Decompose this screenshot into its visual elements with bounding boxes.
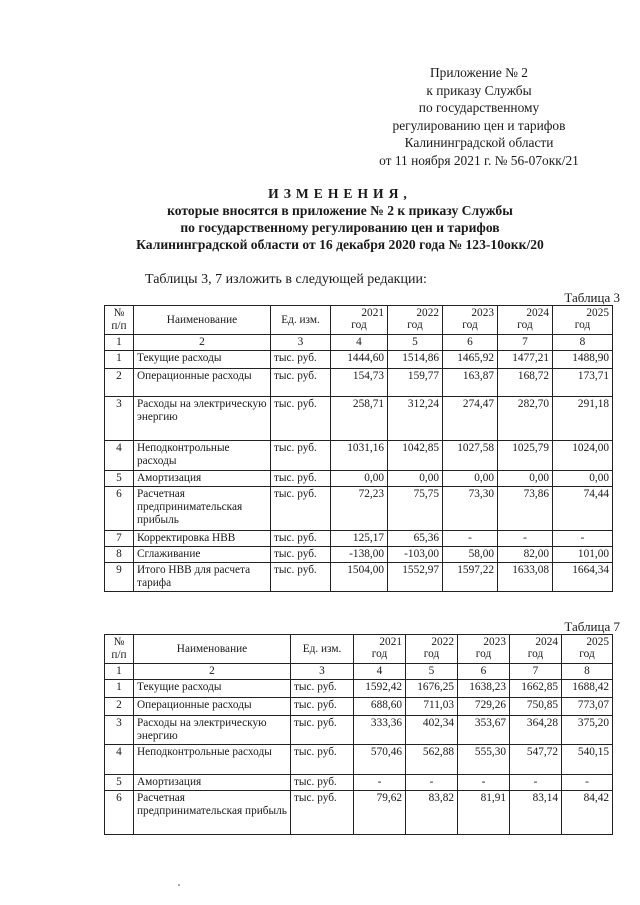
row-unit: тыс. руб. bbox=[271, 471, 331, 487]
row-value: 1552,97 bbox=[388, 563, 443, 592]
index-cell: 6 bbox=[443, 335, 498, 351]
row-value: 1676,25 bbox=[406, 680, 458, 698]
row-value: 73,86 bbox=[498, 487, 553, 531]
year-value: 2023 bbox=[471, 307, 494, 319]
row-value: 159,77 bbox=[388, 369, 443, 397]
row-unit: тыс. руб. bbox=[291, 716, 354, 745]
row-number: 3 bbox=[105, 397, 134, 441]
year-value: 2022 bbox=[431, 636, 454, 648]
table-row bbox=[105, 369, 613, 397]
row-value: 81,91 bbox=[458, 791, 510, 835]
row-value: 0,00 bbox=[498, 471, 553, 487]
row-value: - bbox=[562, 775, 613, 791]
row-value: 375,20 bbox=[562, 716, 613, 745]
row-value: - bbox=[553, 531, 613, 547]
row-value: 65,36 bbox=[388, 531, 443, 547]
row-unit: тыс. руб. bbox=[271, 369, 331, 397]
table7-caption: Таблица 7 bbox=[564, 619, 620, 634]
row-number: 2 bbox=[105, 369, 134, 397]
row-value: 312,24 bbox=[388, 397, 443, 441]
col-year-header bbox=[388, 306, 443, 335]
row-number: 7 bbox=[105, 531, 134, 547]
year-word: год bbox=[475, 648, 492, 660]
table-row bbox=[105, 471, 613, 487]
index-cell: 8 bbox=[553, 335, 613, 351]
row-number: 6 bbox=[105, 487, 134, 531]
row-unit: тыс. руб. bbox=[271, 487, 331, 531]
appendix-line: регулированию цен и тарифов bbox=[392, 117, 566, 133]
year-value: 2024 bbox=[535, 636, 558, 648]
row-unit: тыс. руб. bbox=[271, 563, 331, 592]
table-row bbox=[105, 680, 613, 698]
index-cell: 7 bbox=[498, 335, 553, 351]
row-value: - bbox=[498, 531, 553, 547]
row-number: 4 bbox=[105, 441, 134, 471]
row-value: 101,00 bbox=[553, 547, 613, 563]
col-unit-header: Ед. изм. bbox=[271, 306, 331, 335]
row-value: - bbox=[443, 531, 498, 547]
row-number: 9 bbox=[105, 563, 134, 592]
col-num-header: № п/п bbox=[105, 635, 134, 664]
row-value: 1592,42 bbox=[354, 680, 406, 698]
appendix-line: Калининградской области bbox=[404, 135, 554, 151]
table-row bbox=[105, 441, 613, 471]
col-year-header bbox=[553, 306, 613, 335]
row-number: 5 bbox=[105, 471, 134, 487]
row-unit: тыс. руб. bbox=[271, 547, 331, 563]
table-header-row bbox=[105, 306, 613, 335]
col-num-header: № п/п bbox=[105, 306, 134, 335]
col-year-header bbox=[354, 635, 406, 664]
row-unit: тыс. руб. bbox=[291, 745, 354, 775]
row-value: 540,15 bbox=[562, 745, 613, 775]
index-cell: 1 bbox=[105, 335, 134, 351]
index-cell: 7 bbox=[510, 664, 562, 680]
year-word: год bbox=[351, 319, 367, 331]
row-value: 1488,90 bbox=[553, 351, 613, 369]
row-unit: тыс. руб. bbox=[291, 698, 354, 716]
row-value: 1504,00 bbox=[331, 563, 388, 592]
row-value: 75,75 bbox=[388, 487, 443, 531]
table-index-row bbox=[105, 664, 613, 680]
col-name-header: Наименование bbox=[134, 306, 271, 335]
row-value: 73,30 bbox=[443, 487, 498, 531]
index-cell: 5 bbox=[388, 335, 443, 351]
row-value: 1025,79 bbox=[498, 441, 553, 471]
row-value: 58,00 bbox=[443, 547, 498, 563]
appendix-block bbox=[354, 64, 604, 170]
col-year-header bbox=[562, 635, 613, 664]
row-value: 333,36 bbox=[354, 716, 406, 745]
intro-text: Таблицы 3, 7 изложить в следующей редакции: bbox=[145, 272, 427, 287]
row-name: Текущие расходы bbox=[134, 351, 271, 369]
row-value: - bbox=[406, 775, 458, 791]
row-name: Неподконтрольные расходы bbox=[134, 441, 271, 471]
row-value: 1664,34 bbox=[553, 563, 613, 592]
row-number: 3 bbox=[105, 716, 134, 745]
year-value: 2021 bbox=[379, 636, 402, 648]
row-value: 1031,16 bbox=[331, 441, 388, 471]
row-value: 1024,00 bbox=[553, 441, 613, 471]
row-value: 729,26 bbox=[458, 698, 510, 716]
index-cell: 4 bbox=[331, 335, 388, 351]
table-row bbox=[105, 531, 613, 547]
row-value: 1444,60 bbox=[331, 351, 388, 369]
row-value: 1514,86 bbox=[388, 351, 443, 369]
index-cell: 6 bbox=[458, 664, 510, 680]
row-value: 173,71 bbox=[553, 369, 613, 397]
table-header-row bbox=[105, 635, 613, 664]
table-row bbox=[105, 698, 613, 716]
table-row bbox=[105, 547, 613, 563]
row-value: 1662,85 bbox=[510, 680, 562, 698]
row-value: - bbox=[510, 775, 562, 791]
year-word: год bbox=[517, 319, 533, 331]
row-value: -103,00 bbox=[388, 547, 443, 563]
table-row bbox=[105, 487, 613, 531]
row-unit: тыс. руб. bbox=[271, 441, 331, 471]
row-value: 274,47 bbox=[443, 397, 498, 441]
row-name: Текущие расходы bbox=[134, 680, 291, 698]
index-cell: 3 bbox=[271, 335, 331, 351]
col-year-header bbox=[406, 635, 458, 664]
col-year-header bbox=[443, 306, 498, 335]
row-value: 1465,92 bbox=[443, 351, 498, 369]
row-value: 402,34 bbox=[406, 716, 458, 745]
index-cell: 1 bbox=[105, 664, 134, 680]
row-value: 258,71 bbox=[331, 397, 388, 441]
index-cell: 4 bbox=[354, 664, 406, 680]
row-unit: тыс. руб. bbox=[291, 791, 354, 835]
table-index-row bbox=[105, 335, 613, 351]
col-year-header bbox=[498, 306, 553, 335]
row-name: Операционные расходы bbox=[134, 698, 291, 716]
year-word: год bbox=[407, 319, 423, 331]
row-name: Расходы на электрическую энергию bbox=[134, 397, 271, 441]
row-value: 168,72 bbox=[498, 369, 553, 397]
row-value: 570,46 bbox=[354, 745, 406, 775]
table-row bbox=[105, 563, 613, 592]
row-value: 74,44 bbox=[553, 487, 613, 531]
year-word: год bbox=[462, 319, 478, 331]
row-name: Амортизация bbox=[134, 471, 271, 487]
heading-line: которые вносятся в приложение № 2 к приказу Службы bbox=[167, 203, 513, 218]
row-value: 83,82 bbox=[406, 791, 458, 835]
row-name: Сглаживание bbox=[134, 547, 271, 563]
year-value: 2022 bbox=[416, 307, 439, 319]
table-row bbox=[105, 397, 613, 441]
row-value: 1597,22 bbox=[443, 563, 498, 592]
row-value: 773,07 bbox=[562, 698, 613, 716]
col-year-header bbox=[331, 306, 388, 335]
table3-caption: Таблица 3 bbox=[564, 290, 620, 305]
row-value: 282,70 bbox=[498, 397, 553, 441]
row-value: 79,62 bbox=[354, 791, 406, 835]
row-number: 1 bbox=[105, 351, 134, 369]
row-value: 1042,85 bbox=[388, 441, 443, 471]
row-value: -138,00 bbox=[331, 547, 388, 563]
heading-line: по государственному регулированию цен и тарифов bbox=[180, 220, 500, 235]
index-cell: 8 bbox=[562, 664, 613, 680]
row-value: 83,14 bbox=[510, 791, 562, 835]
row-unit: тыс. руб. bbox=[291, 775, 354, 791]
table-row bbox=[105, 351, 613, 369]
row-value: 154,73 bbox=[331, 369, 388, 397]
col-year-header bbox=[510, 635, 562, 664]
year-value: 2023 bbox=[483, 636, 506, 648]
row-unit: тыс. руб. bbox=[271, 531, 331, 547]
row-name: Амортизация bbox=[134, 775, 291, 791]
row-number: 4 bbox=[105, 745, 134, 775]
row-value: - bbox=[458, 775, 510, 791]
row-name: Расходы на электрическую энергию bbox=[134, 716, 291, 745]
row-value: 0,00 bbox=[443, 471, 498, 487]
table-row bbox=[105, 791, 613, 835]
index-cell: 2 bbox=[134, 664, 291, 680]
row-value: 1688,42 bbox=[562, 680, 613, 698]
row-value: 555,30 bbox=[458, 745, 510, 775]
row-value: - bbox=[354, 775, 406, 791]
row-number: 1 bbox=[105, 680, 134, 698]
row-value: 711,03 bbox=[406, 698, 458, 716]
row-value: 125,17 bbox=[331, 531, 388, 547]
row-value: 1633,08 bbox=[498, 563, 553, 592]
col-year-header bbox=[458, 635, 510, 664]
index-cell: 5 bbox=[406, 664, 458, 680]
row-number: 2 bbox=[105, 698, 134, 716]
year-word: год bbox=[371, 648, 388, 660]
heading-line: Калининградской области от 16 декабря 2020 года № 123-10окк/20 bbox=[136, 237, 544, 252]
document-heading bbox=[80, 185, 600, 253]
row-value: 1477,21 bbox=[498, 351, 553, 369]
row-value: 84,42 bbox=[562, 791, 613, 835]
index-cell: 2 bbox=[134, 335, 271, 351]
row-unit: тыс. руб. bbox=[291, 680, 354, 698]
row-value: 562,88 bbox=[406, 745, 458, 775]
row-value: 0,00 bbox=[388, 471, 443, 487]
row-value: 72,23 bbox=[331, 487, 388, 531]
row-value: 353,67 bbox=[458, 716, 510, 745]
table-row bbox=[105, 745, 613, 775]
table-row bbox=[105, 775, 613, 791]
year-word: год bbox=[574, 319, 591, 331]
year-value: 2024 bbox=[526, 307, 549, 319]
row-value: 82,00 bbox=[498, 547, 553, 563]
year-word: год bbox=[423, 648, 440, 660]
row-value: 688,60 bbox=[354, 698, 406, 716]
row-value: 0,00 bbox=[331, 471, 388, 487]
row-name: Итого НВВ для расчета тарифа bbox=[134, 563, 271, 592]
col-unit-header: Ед. изм. bbox=[291, 635, 354, 664]
table-3 bbox=[104, 305, 613, 592]
row-name: Неподконтрольные расходы bbox=[134, 745, 291, 775]
year-value: 2025 bbox=[586, 307, 609, 319]
appendix-line: по государственному bbox=[418, 100, 540, 116]
heading-title: ИЗМЕНЕНИЯ, bbox=[268, 186, 412, 201]
row-value: 364,28 bbox=[510, 716, 562, 745]
row-value: 750,85 bbox=[510, 698, 562, 716]
year-word: год bbox=[527, 648, 544, 660]
row-value: 547,72 bbox=[510, 745, 562, 775]
row-value: 1638,23 bbox=[458, 680, 510, 698]
appendix-line: от 11 ноября 2021 г. № 56-07окк/21 bbox=[379, 152, 579, 168]
appendix-line: Приложение № 2 bbox=[429, 65, 529, 80]
year-value: 2025 bbox=[586, 636, 609, 648]
row-number: 8 bbox=[105, 547, 134, 563]
col-name-header: Наименование bbox=[134, 635, 291, 664]
index-cell: 3 bbox=[291, 664, 354, 680]
row-value: 0,00 bbox=[553, 471, 613, 487]
row-number: 6 bbox=[105, 791, 134, 835]
table-7 bbox=[104, 634, 613, 835]
row-value: 163,87 bbox=[443, 369, 498, 397]
row-name: Расчетная предпринимательская прибыль bbox=[134, 487, 271, 531]
appendix-line: к приказу Службы bbox=[426, 82, 532, 98]
row-unit: тыс. руб. bbox=[271, 351, 331, 369]
row-name: Операционные расходы bbox=[134, 369, 271, 397]
table-row bbox=[105, 716, 613, 745]
year-word: год bbox=[579, 648, 595, 660]
row-name: Расчетная предпринимательская прибыль bbox=[134, 791, 291, 835]
scan-speck bbox=[178, 884, 180, 886]
row-number: 5 bbox=[105, 775, 134, 791]
row-unit: тыс. руб. bbox=[271, 397, 331, 441]
year-value: 2021 bbox=[361, 307, 384, 319]
row-value: 291,18 bbox=[553, 397, 613, 441]
row-name: Корректировка НВВ bbox=[134, 531, 271, 547]
row-value: 1027,58 bbox=[443, 441, 498, 471]
